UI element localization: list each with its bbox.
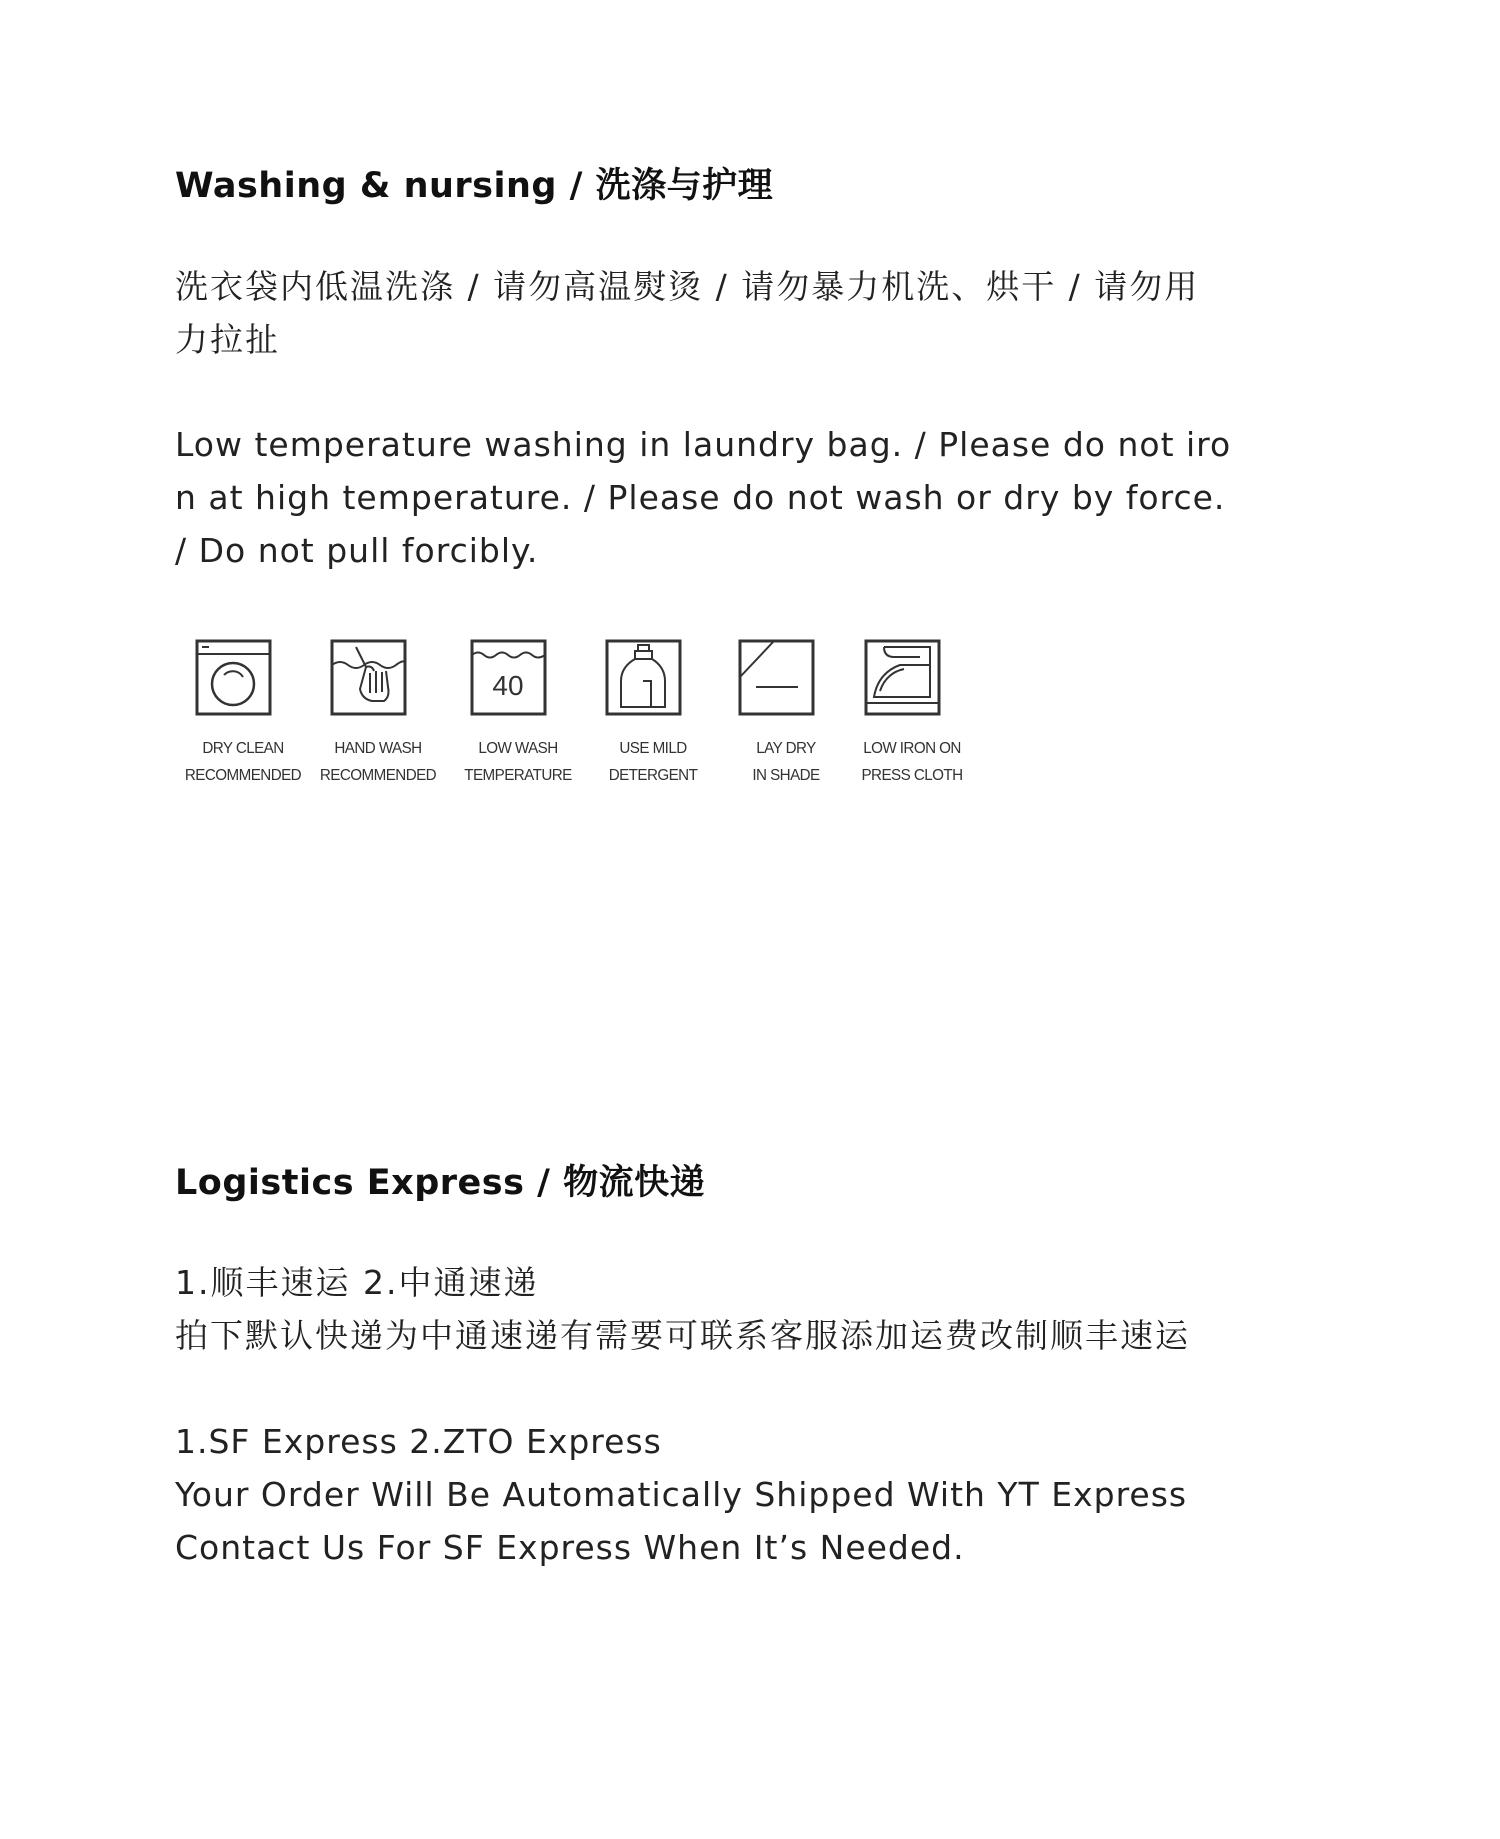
care-item-low-wash <box>450 637 586 787</box>
hand-wash-icon <box>310 637 446 727</box>
washing-en-line-1: Low temperature washing in laundry bag. / Please do not iro <box>175 425 1232 464</box>
care-label-low-iron: LOW IRON ON PRESS CLOTH <box>861 740 963 784</box>
logistics-zh-line-2: 拍下默认快递为中通速递有需要可联系客服添加运费改制顺丰速运 <box>175 1316 1190 1355</box>
washing-machine-icon <box>175 637 311 727</box>
iron-icon <box>844 637 980 727</box>
washing-en-line-3: / Do not pull forcibly. <box>175 531 539 570</box>
logistics-zh-paragraph <box>175 1256 1345 1362</box>
logistics-en-line-2: Your Order Will Be Automatically Shipped With YT Express <box>175 1475 1188 1514</box>
logistics-zh-line-1: 1.顺丰速运 2.中通速递 <box>175 1263 539 1302</box>
lay-dry-shade-icon <box>718 637 854 727</box>
logistics-en-paragraph <box>175 1415 1345 1574</box>
care-label-low-wash: LOW WASH TEMPERATURE <box>464 740 572 784</box>
care-label-mild-detergent: USE MILD DETERGENT <box>608 740 698 784</box>
washing-zh-paragraph <box>175 260 1345 366</box>
care-item-low-iron <box>844 637 980 787</box>
wash-40-icon <box>450 637 586 727</box>
care-icons-row <box>175 637 975 787</box>
washing-en-line-2: n at high temperature. / Please do not wash or dry by force. <box>175 478 1226 517</box>
washing-zh-line-1: 洗衣袋内低温洗涤 / 请勿高温熨烫 / 请勿暴力机洗、烘干 / 请勿用 <box>175 267 1200 306</box>
logistics-en-line-1: 1.SF Express 2.ZTO Express <box>175 1422 662 1461</box>
care-label-dry-clean: DRY CLEAN RECOMMENDED <box>184 740 302 784</box>
care-label-lay-dry: LAY DRY IN SHADE <box>752 740 820 784</box>
care-label-hand-wash: HAND WASH RECOMMENDED <box>319 740 437 784</box>
logistics-heading: Logistics Express / 物流快递 <box>175 1163 706 1203</box>
logistics-en-line-3: Contact Us For SF Express When It’s Needed. <box>175 1528 965 1567</box>
detergent-bottle-icon <box>585 637 721 727</box>
care-item-hand-wash <box>310 637 446 787</box>
wash-temperature-number: 40 <box>492 670 524 701</box>
washing-heading: Washing & nursing / 洗涤与护理 <box>175 166 774 206</box>
care-item-mild-detergent <box>585 637 721 787</box>
washing-zh-line-2: 力拉扯 <box>175 320 280 359</box>
washing-en-paragraph <box>175 418 1345 577</box>
care-item-dry-clean <box>175 637 311 787</box>
care-item-lay-dry <box>718 637 854 787</box>
